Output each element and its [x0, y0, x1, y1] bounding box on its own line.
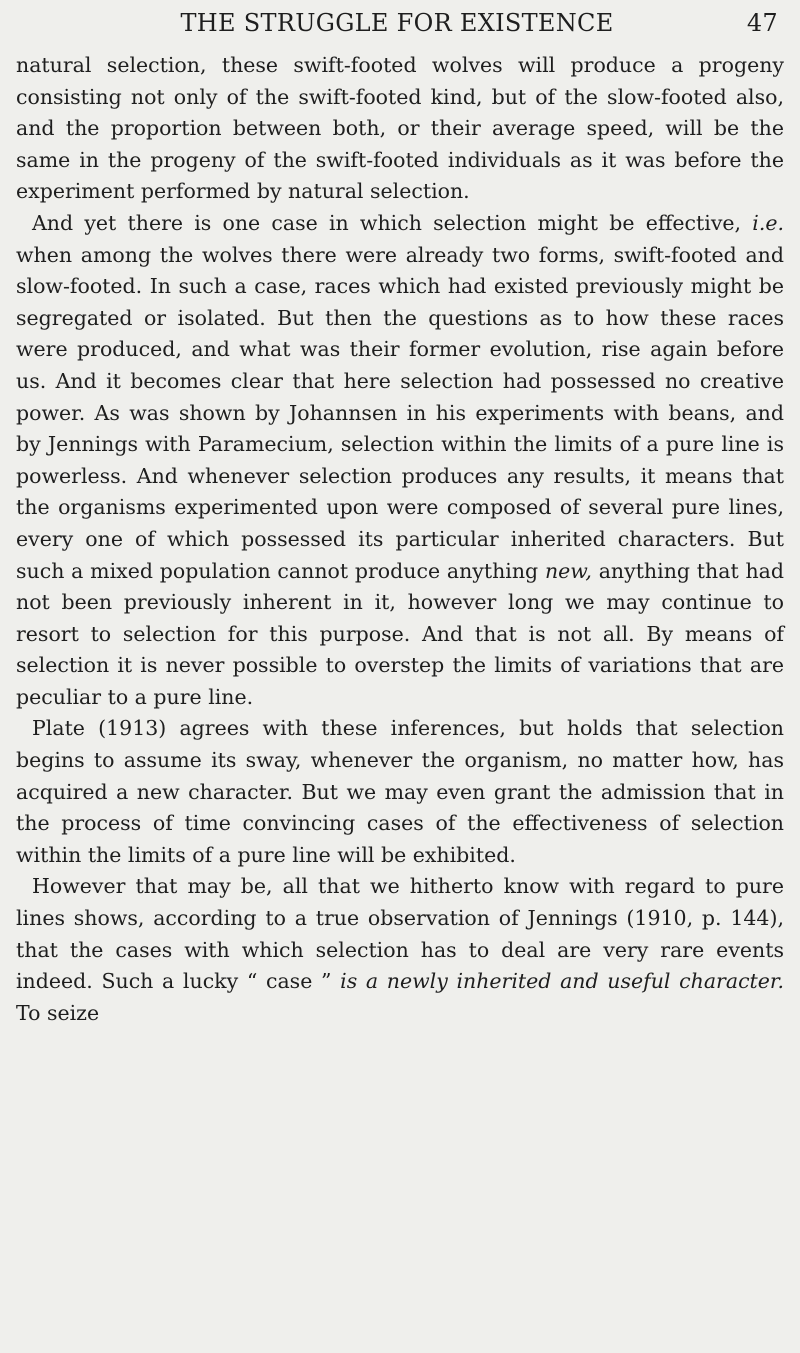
text-segment: anything that had not been previously inherent in it, however long we may continue to resort to selection for this purpose. And that is not all. By means of selection it is never possible to overstep the limits of variations that are peculiar to a pure line.	[16, 558, 785, 709]
italic-text: i.e.	[752, 210, 784, 235]
paragraph	[16, 871, 784, 1029]
text-segment: natural selection, these swift-footed wolves will produce a progeny consisting not only of the swift-footed kind, but of the slow-footed also, and the proportion between both, or their average speed, will be the same in the progeny of the swift-footed individuals as it was before the experiment performed by natural selection.	[16, 53, 784, 204]
paragraph	[16, 713, 784, 871]
page-number: 47	[746, 9, 778, 37]
italic-text: new,	[544, 558, 592, 583]
paragraph	[16, 208, 784, 714]
italic-text: is a newly inherited and useful character.	[340, 969, 784, 994]
paragraph	[16, 50, 784, 208]
page-header	[16, 6, 784, 50]
running-title: THE STRUGGLE FOR EXISTENCE	[180, 9, 614, 37]
text-segment: And yet there is one case in which selection might be effective,	[32, 210, 753, 235]
text-segment: However that may be, all that we hitherto know with regard to pure lines shows, according to a true observation of Jennings (1910, p. 144), that the cases with which selection has to deal are very rare events indeed. Such a lucky “ case ”	[16, 874, 784, 994]
text-segment: Plate (1913) agrees with these inferences, but holds that selection begins to assume its sway, whenever the organism, no matter how, has acquired a new character. But we may even grant the admission that in the process of time convincing cases of the effectiveness of selection within the limits of a pure line will be exhibited.	[16, 716, 784, 867]
text-segment: when among the wolves there were already two forms, swift-footed and slow-footed. In such a case, races which had existed previously might be segregated or isolated. But then the questions as to how these races were produced, and what was their former evolution, rise again before us. And it becomes clear that here selection had possessed no creative power. As was shown by Johannsen in his experiments with beans, and by Jennings with Paramecium, selection within the limits of a pure line is powerless. And whenever selection produces any results, it means that the organisms experimented upon were composed of several pure lines, every one of which possessed its particular inherited characters. But such a mixed population cannot produce anything	[16, 242, 784, 583]
body-text	[16, 50, 784, 1029]
text-segment: To seize	[16, 1000, 100, 1025]
